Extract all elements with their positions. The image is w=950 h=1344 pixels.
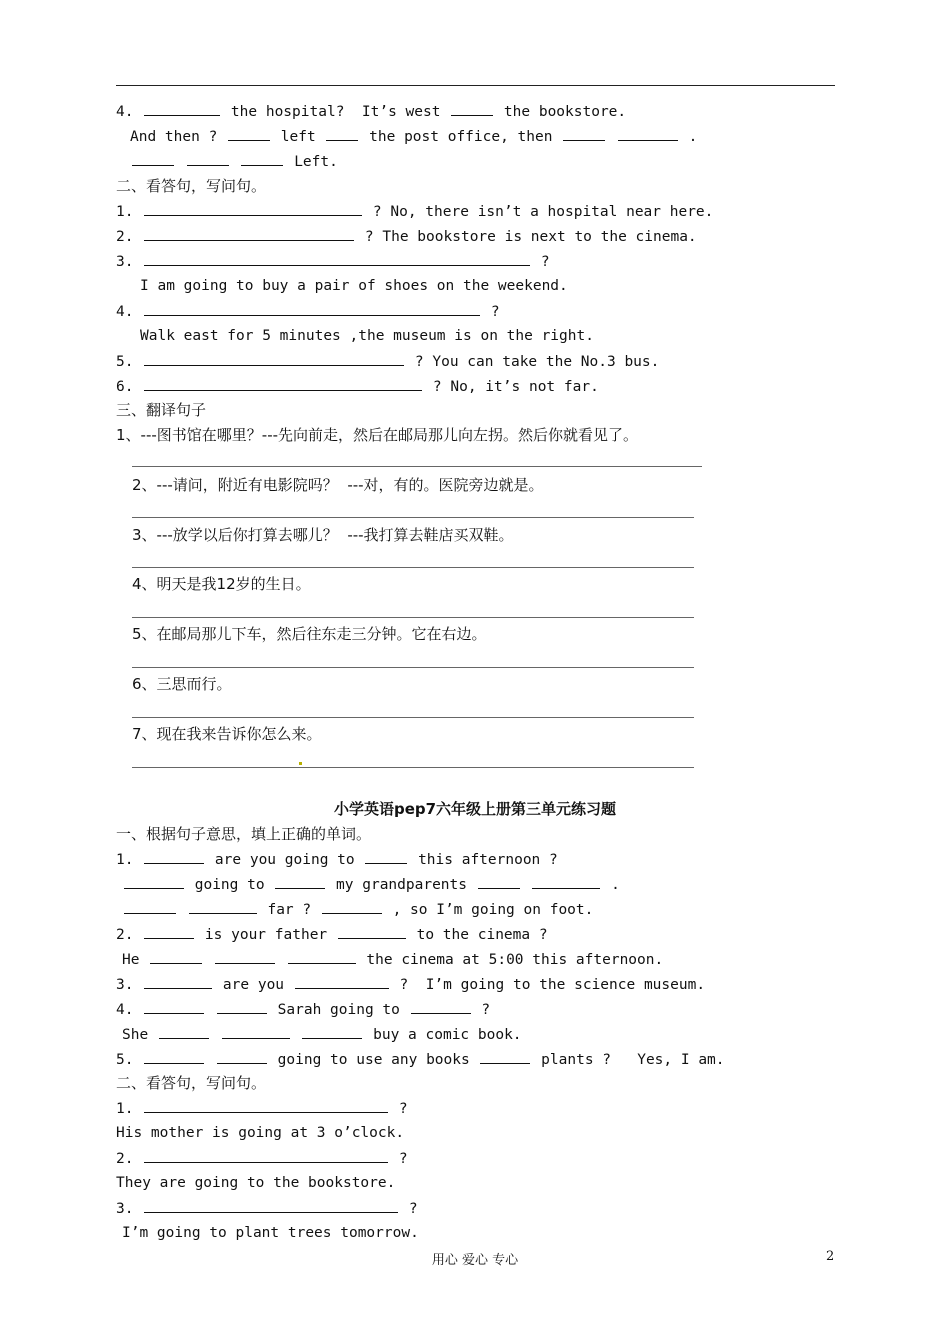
translation-answer-line[interactable] [132, 617, 694, 618]
blank-field[interactable] [144, 201, 362, 216]
line-text: 一、根据句子意思，填上正确的单词。 [116, 825, 372, 843]
header-rule [116, 85, 835, 86]
unit3-exercise-line [116, 999, 490, 1020]
line-text: 1. [116, 204, 143, 220]
top-exercise-line [132, 475, 544, 495]
blank-field[interactable] [338, 924, 406, 939]
line-text: His mother is going at 3 o’clock. [116, 1125, 405, 1141]
line-text: plants ? Yes, I am. [532, 1052, 725, 1068]
blank-field[interactable] [217, 1049, 267, 1064]
blank-field[interactable] [144, 849, 204, 864]
line-text: 3. [116, 254, 143, 270]
line-text [277, 952, 286, 968]
blank-field[interactable] [365, 849, 407, 864]
unit3-exercise-line [116, 1173, 395, 1193]
footer-text: 用心 爱心 专心 [431, 1253, 519, 1268]
line-text: Sarah going to [268, 1002, 409, 1018]
line-text: 5、在邮局那儿下车，然后往东走三分钟。它在右边。 [132, 625, 487, 643]
line-text: the post office, then [360, 129, 562, 145]
unit3-exercise-line [116, 1123, 404, 1143]
top-exercise-line [140, 326, 594, 346]
unit3-exercise-line [116, 924, 548, 945]
line-text [206, 1002, 215, 1018]
line-text: ? [472, 1002, 491, 1018]
blank-field[interactable] [144, 1198, 398, 1213]
top-exercise-line [116, 351, 659, 372]
line-text: 3、---放学以后你打算去哪儿？ ---我打算去鞋店买双鞋。 [132, 526, 514, 544]
top-exercise-line [116, 376, 599, 397]
line-text: He [122, 952, 149, 968]
blank-field[interactable] [326, 126, 358, 141]
line-text: 2. [116, 927, 143, 943]
line-text [211, 1027, 220, 1043]
line-text: the bookstore. [495, 104, 627, 120]
blank-field[interactable] [150, 949, 202, 964]
page-number: 2 [826, 1249, 835, 1264]
blank-field[interactable] [217, 999, 267, 1014]
blank-field[interactable] [478, 874, 520, 889]
top-exercise-line [116, 101, 626, 122]
blank-field[interactable] [288, 949, 356, 964]
line-text: is your father [196, 927, 336, 943]
top-exercise-line [116, 400, 206, 420]
line-text: ? [390, 1101, 408, 1117]
unit3-exercise-line [116, 824, 371, 844]
line-text: are you [214, 977, 293, 993]
translation-answer-line[interactable] [132, 767, 694, 768]
line-text: , so I’m going on foot. [383, 902, 594, 918]
line-text: far ? [258, 902, 320, 918]
blank-field[interactable] [144, 226, 354, 241]
line-text: 3. [116, 977, 143, 993]
unit3-exercise-line [116, 1098, 408, 1119]
blank-field[interactable] [144, 1098, 388, 1113]
blank-field[interactable] [618, 126, 678, 141]
line-text: Left. [285, 154, 338, 170]
blank-field[interactable] [159, 1024, 209, 1039]
line-text: ? No, it’s not far. [424, 379, 599, 395]
line-text: buy a comic book. [364, 1027, 522, 1043]
line-text: ? No, there isn’t a hospital near here. [364, 204, 714, 220]
line-text: 5. [116, 354, 143, 370]
line-text: They are going to the bookstore. [116, 1175, 396, 1191]
top-exercise-line [116, 176, 266, 196]
line-text: going to use any books [268, 1052, 479, 1068]
line-text: left [272, 129, 325, 145]
top-exercise-line [132, 574, 311, 594]
line-text: 7、现在我来告诉你怎么来。 [132, 725, 322, 743]
blank-field[interactable] [295, 974, 389, 989]
line-text: my grandparents [327, 877, 476, 893]
top-exercise-line [116, 301, 500, 322]
translation-answer-line[interactable] [132, 717, 694, 718]
line-text: 4、明天是我12岁的生日。 [132, 575, 311, 593]
blank-field[interactable] [144, 1148, 388, 1163]
line-text: 二、看答句，写问句。 [116, 1074, 267, 1092]
top-exercise-line [130, 151, 338, 172]
unit3-exercise-line [122, 1223, 419, 1243]
line-text [178, 902, 187, 918]
line-text: this afternoon ? [409, 852, 558, 868]
line-text: 6、三思而行。 [132, 675, 232, 693]
blank-field[interactable] [144, 251, 530, 266]
section-title: 小学英语pep7六年级上册第三单元练习题 [333, 800, 617, 818]
line-text: ? [400, 1201, 418, 1217]
line-text: She [122, 1027, 157, 1043]
line-text: 1、---图书馆在哪里？---先向前走，然后在邮局那儿向左拐。然后你就看见了。 [116, 426, 639, 444]
blank-field[interactable] [480, 1049, 530, 1064]
top-exercise-line [140, 276, 568, 296]
blank-field[interactable] [241, 151, 283, 166]
blank-field[interactable] [144, 351, 404, 366]
unit3-exercise-line [116, 974, 705, 995]
line-text: 5. [116, 1052, 143, 1068]
blank-field[interactable] [322, 899, 382, 914]
unit3-exercise-line [122, 949, 663, 970]
line-text: going to [186, 877, 274, 893]
blank-field[interactable] [302, 1024, 362, 1039]
top-exercise-line [130, 126, 697, 147]
line-text: ? You can take the No.3 bus. [406, 354, 660, 370]
blank-field[interactable] [187, 151, 229, 166]
line-text [522, 877, 531, 893]
line-text: I am going to buy a pair of shoes on the weekend. [140, 278, 568, 294]
blank-field[interactable] [132, 151, 174, 166]
blank-field[interactable] [222, 1024, 290, 1039]
blank-field[interactable] [144, 924, 194, 939]
line-text: 2. [116, 229, 143, 245]
blank-field[interactable] [144, 101, 220, 116]
line-text [231, 154, 240, 170]
line-text: 4. [116, 104, 143, 120]
blank-field[interactable] [144, 999, 204, 1014]
blank-field[interactable] [124, 899, 176, 914]
line-text [292, 1027, 301, 1043]
line-text: 二、看答句，写问句。 [116, 177, 267, 195]
unit3-exercise-line [116, 849, 558, 870]
line-text [607, 129, 616, 145]
top-exercise-line [132, 525, 514, 545]
line-text: 4. [116, 1002, 143, 1018]
line-text: I’m going to plant trees tomorrow. [122, 1225, 419, 1241]
unit3-exercise-line [116, 1148, 408, 1169]
blank-field[interactable] [189, 899, 257, 914]
unit3-exercise-line [116, 1073, 266, 1093]
unit3-exercise-line [116, 1198, 418, 1219]
blank-field[interactable] [451, 101, 493, 116]
unit3-exercise-line [122, 874, 620, 895]
line-text: 1. [116, 852, 143, 868]
stray-mark [299, 762, 302, 765]
line-text [206, 1052, 215, 1068]
top-exercise-line [132, 674, 232, 694]
line-text: 6. [116, 379, 143, 395]
blank-field[interactable] [275, 874, 325, 889]
line-text: ? [390, 1151, 408, 1167]
blank-field[interactable] [144, 974, 212, 989]
top-exercise-line [116, 201, 713, 222]
translation-answer-line[interactable] [132, 466, 702, 467]
line-text: . [679, 129, 698, 145]
blank-field[interactable] [228, 126, 270, 141]
blank-field[interactable] [144, 1049, 204, 1064]
line-text: the hospital? It’s west [222, 104, 450, 120]
blank-field[interactable] [215, 949, 275, 964]
line-text: ? [532, 254, 550, 270]
blank-field[interactable] [144, 376, 422, 391]
line-text: 4. [116, 304, 143, 320]
line-text: the cinema at 5:00 this afternoon. [357, 952, 664, 968]
line-text: . [602, 877, 620, 893]
line-text: ? The bookstore is next to the cinema. [356, 229, 697, 245]
line-text: ? [482, 304, 500, 320]
translation-answer-line[interactable] [132, 517, 694, 518]
blank-field[interactable] [144, 301, 480, 316]
top-exercise-line [132, 724, 322, 744]
line-text [204, 952, 213, 968]
line-text: to the cinema ? [407, 927, 548, 943]
line-text: 2、---请问，附近有电影院吗？ ---对，有的。医院旁边就是。 [132, 476, 544, 494]
translation-answer-line[interactable] [132, 567, 694, 568]
blank-field[interactable] [411, 999, 471, 1014]
line-text: are you going to [206, 852, 364, 868]
blank-field[interactable] [563, 126, 605, 141]
top-exercise-line [116, 425, 638, 445]
top-exercise-line [132, 624, 487, 644]
line-text: And then ? [130, 129, 227, 145]
blank-field[interactable] [532, 874, 600, 889]
translation-answer-line[interactable] [132, 667, 694, 668]
line-text: ? I’m going to the science museum. [390, 977, 706, 993]
blank-field[interactable] [124, 874, 184, 889]
line-text: 1. [116, 1101, 143, 1117]
line-text: 2. [116, 1151, 143, 1167]
unit3-exercise-line [122, 1024, 522, 1045]
line-text [176, 154, 185, 170]
top-exercise-line [116, 251, 550, 272]
unit3-exercise-line [116, 1049, 725, 1070]
unit3-exercise-line [122, 899, 593, 920]
line-text: 3. [116, 1201, 143, 1217]
line-text: Walk east for 5 minutes ,the museum is on the right. [140, 328, 594, 344]
top-exercise-line [116, 226, 697, 247]
line-text: 三、翻译句子 [116, 401, 207, 419]
